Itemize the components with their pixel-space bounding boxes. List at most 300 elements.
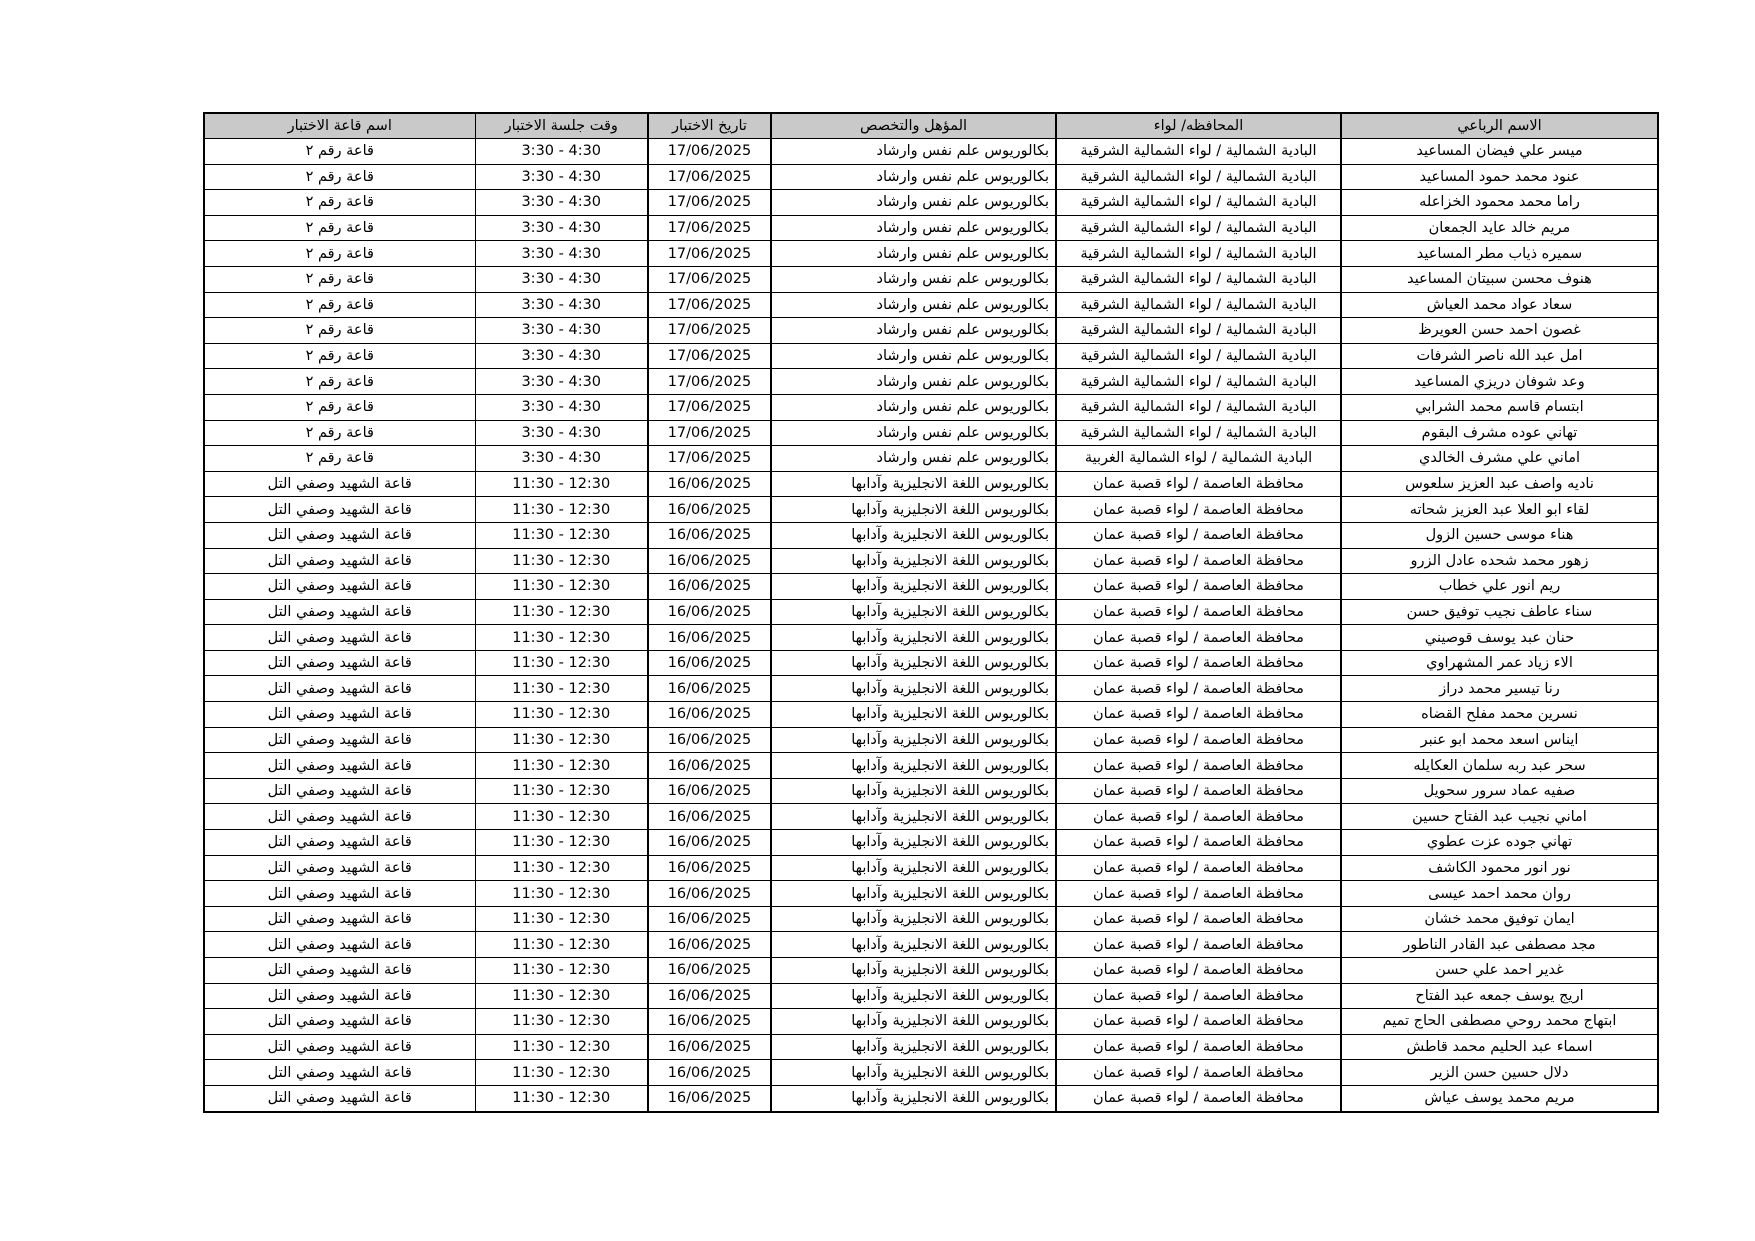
cell-time: [475, 625, 648, 651]
table-row: [204, 241, 1658, 267]
cell-time: [475, 1060, 648, 1086]
cell-qualification: بكالوريوس اللغة الانجليزية وآدابها: [771, 471, 1056, 497]
cell-hall: قاعة الشهيد وصفي التل: [204, 753, 475, 779]
cell-governorate: البادية الشمالية / لواء الشمالية الشرقية: [1056, 215, 1341, 241]
cell-date: 17/06/2025: [648, 420, 771, 446]
table-row: [204, 753, 1658, 779]
cell-qualification: بكالوريوس علم نفس وارشاد: [771, 394, 1056, 420]
cell-governorate: محافظة العاصمة / لواء قصبة عمان: [1056, 753, 1341, 779]
cell-hall: قاعة رقم ٢: [204, 164, 475, 190]
table-row: [204, 1009, 1658, 1035]
cell-time-text: 11:30 - 12:30: [512, 527, 611, 544]
table-body: [204, 139, 1658, 1112]
cell-date: 16/06/2025: [648, 574, 771, 600]
cell-date: 17/06/2025: [648, 394, 771, 420]
cell-governorate: محافظة العاصمة / لواء قصبة عمان: [1056, 1085, 1341, 1111]
cell-date: 16/06/2025: [648, 548, 771, 574]
cell-governorate: البادية الشمالية / لواء الشمالية الشرقية: [1056, 190, 1341, 216]
cell-qualification: بكالوريوس اللغة الانجليزية وآدابها: [771, 830, 1056, 856]
cell-date: 16/06/2025: [648, 753, 771, 779]
cell-time: [475, 1034, 648, 1060]
table-row: [204, 727, 1658, 753]
cell-hall: قاعة رقم ٢: [204, 292, 475, 318]
cell-qualification: بكالوريوس اللغة الانجليزية وآدابها: [771, 702, 1056, 728]
cell-governorate: البادية الشمالية / لواء الشمالية الشرقية: [1056, 241, 1341, 267]
cell-name: مريم محمد يوسف عياش: [1341, 1085, 1658, 1111]
cell-name: هنوف محسن سبيتان المساعيد: [1341, 266, 1658, 292]
cell-governorate: محافظة العاصمة / لواء قصبة عمان: [1056, 497, 1341, 523]
cell-date: 16/06/2025: [648, 906, 771, 932]
table-row: [204, 420, 1658, 446]
cell-governorate: محافظة العاصمة / لواء قصبة عمان: [1056, 958, 1341, 984]
cell-qualification: بكالوريوس اللغة الانجليزية وآدابها: [771, 497, 1056, 523]
cell-hall: قاعة الشهيد وصفي التل: [204, 1060, 475, 1086]
cell-name: رنا تيسير محمد دراز: [1341, 676, 1658, 702]
table-row: [204, 548, 1658, 574]
table-row: [204, 446, 1658, 472]
cell-hall: قاعة رقم ٢: [204, 446, 475, 472]
table-row: [204, 958, 1658, 984]
header-governorate: المحافظه/ لواء: [1056, 113, 1341, 139]
table-row: [204, 497, 1658, 523]
table-row: [204, 394, 1658, 420]
cell-time: [475, 548, 648, 574]
cell-date: 17/06/2025: [648, 215, 771, 241]
cell-time: [475, 420, 648, 446]
cell-qualification: بكالوريوس علم نفس وارشاد: [771, 292, 1056, 318]
cell-governorate: محافظة العاصمة / لواء قصبة عمان: [1056, 881, 1341, 907]
cell-name: سناء عاطف نجيب توفيق حسن: [1341, 599, 1658, 625]
cell-governorate: محافظة العاصمة / لواء قصبة عمان: [1056, 1060, 1341, 1086]
cell-time: [475, 778, 648, 804]
cell-time-text: 11:30 - 12:30: [512, 578, 611, 595]
cell-name: اماني علي مشرف الخالدي: [1341, 446, 1658, 472]
cell-qualification: بكالوريوس اللغة الانجليزية وآدابها: [771, 625, 1056, 651]
cell-hall: قاعة رقم ٢: [204, 139, 475, 165]
cell-governorate: البادية الشمالية / لواء الشمالية الغربية: [1056, 446, 1341, 472]
cell-name: سحر عبد ربه سلمان العكايله: [1341, 753, 1658, 779]
cell-time-text: 3:30 - 4:30: [521, 143, 602, 160]
cell-time-text: 11:30 - 12:30: [512, 962, 611, 979]
cell-qualification: بكالوريوس علم نفس وارشاد: [771, 343, 1056, 369]
cell-time-text: 3:30 - 4:30: [521, 194, 602, 211]
table-row: [204, 804, 1658, 830]
cell-time-text: 3:30 - 4:30: [521, 450, 602, 467]
cell-qualification: بكالوريوس علم نفس وارشاد: [771, 318, 1056, 344]
cell-governorate: محافظة العاصمة / لواء قصبة عمان: [1056, 676, 1341, 702]
cell-time-text: 3:30 - 4:30: [521, 399, 602, 416]
cell-time: [475, 1085, 648, 1111]
table-row: [204, 343, 1658, 369]
cell-time-text: 3:30 - 4:30: [521, 271, 602, 288]
cell-name: هناء موسى حسين الزول: [1341, 522, 1658, 548]
cell-name: روان محمد احمد عيسى: [1341, 881, 1658, 907]
table-row: [204, 522, 1658, 548]
cell-time-text: 11:30 - 12:30: [512, 859, 611, 876]
cell-qualification: بكالوريوس اللغة الانجليزية وآدابها: [771, 983, 1056, 1009]
cell-time: [475, 599, 648, 625]
cell-date: 16/06/2025: [648, 1060, 771, 1086]
cell-name: عنود محمد حمود المساعيد: [1341, 164, 1658, 190]
cell-hall: قاعة الشهيد وصفي التل: [204, 676, 475, 702]
cell-name: راما محمد محمود الخزاعله: [1341, 190, 1658, 216]
table-row: [204, 369, 1658, 395]
cell-date: 16/06/2025: [648, 497, 771, 523]
cell-name: وعد شوفان دريزي المساعيد: [1341, 369, 1658, 395]
cell-time: [475, 241, 648, 267]
cell-time: [475, 497, 648, 523]
table-row: [204, 650, 1658, 676]
cell-qualification: بكالوريوس اللغة الانجليزية وآدابها: [771, 522, 1056, 548]
cell-hall: قاعة رقم ٢: [204, 343, 475, 369]
cell-hall: قاعة الشهيد وصفي التل: [204, 881, 475, 907]
cell-time: [475, 753, 648, 779]
cell-time: [475, 830, 648, 856]
cell-hall: قاعة رقم ٢: [204, 318, 475, 344]
cell-hall: قاعة رقم ٢: [204, 420, 475, 446]
cell-date: 16/06/2025: [648, 471, 771, 497]
cell-name: اماني نجيب عبد الفتاح حسين: [1341, 804, 1658, 830]
cell-hall: قاعة الشهيد وصفي التل: [204, 804, 475, 830]
cell-name: لقاء ابو العلا عبد العزيز شحاته: [1341, 497, 1658, 523]
cell-name: ايناس اسعد محمد ابو عنبر: [1341, 727, 1658, 753]
cell-qualification: بكالوريوس اللغة الانجليزية وآدابها: [771, 1060, 1056, 1086]
cell-name: صفيه عماد سرور سحويل: [1341, 778, 1658, 804]
cell-hall: قاعة الشهيد وصفي التل: [204, 958, 475, 984]
cell-time: [475, 702, 648, 728]
cell-date: 16/06/2025: [648, 1009, 771, 1035]
cell-date: 17/06/2025: [648, 343, 771, 369]
cell-governorate: محافظة العاصمة / لواء قصبة عمان: [1056, 574, 1341, 600]
cell-time-text: 11:30 - 12:30: [512, 783, 611, 800]
cell-qualification: بكالوريوس علم نفس وارشاد: [771, 164, 1056, 190]
cell-time-text: 3:30 - 4:30: [521, 168, 602, 185]
cell-time: [475, 266, 648, 292]
header-date: تاريخ الاختبار: [648, 113, 771, 139]
table-row: [204, 215, 1658, 241]
cell-governorate: البادية الشمالية / لواء الشمالية الشرقية: [1056, 420, 1341, 446]
cell-time: [475, 958, 648, 984]
cell-governorate: محافظة العاصمة / لواء قصبة عمان: [1056, 778, 1341, 804]
cell-governorate: محافظة العاصمة / لواء قصبة عمان: [1056, 830, 1341, 856]
cell-name: ريم انور علي خطاب: [1341, 574, 1658, 600]
cell-qualification: بكالوريوس اللغة الانجليزية وآدابها: [771, 804, 1056, 830]
cell-time-text: 11:30 - 12:30: [512, 757, 611, 774]
table-row: [204, 471, 1658, 497]
table-row: [204, 778, 1658, 804]
cell-time-text: 11:30 - 12:30: [512, 706, 611, 723]
table-row: [204, 702, 1658, 728]
table-row: [204, 625, 1658, 651]
cell-time-text: 11:30 - 12:30: [512, 680, 611, 697]
cell-time-text: 11:30 - 12:30: [512, 629, 611, 646]
cell-date: 17/06/2025: [648, 266, 771, 292]
cell-time: [475, 164, 648, 190]
cell-qualification: بكالوريوس اللغة الانجليزية وآدابها: [771, 1085, 1056, 1111]
cell-time-text: 11:30 - 12:30: [512, 834, 611, 851]
cell-time-text: 3:30 - 4:30: [521, 373, 602, 390]
cell-hall: قاعة رقم ٢: [204, 215, 475, 241]
cell-time-text: 3:30 - 4:30: [521, 322, 602, 339]
cell-qualification: بكالوريوس علم نفس وارشاد: [771, 266, 1056, 292]
cell-hall: قاعة رقم ٢: [204, 369, 475, 395]
cell-time-text: 11:30 - 12:30: [512, 885, 611, 902]
cell-date: 16/06/2025: [648, 932, 771, 958]
cell-hall: قاعة الشهيد وصفي التل: [204, 855, 475, 881]
cell-governorate: محافظة العاصمة / لواء قصبة عمان: [1056, 702, 1341, 728]
cell-qualification: بكالوريوس اللغة الانجليزية وآدابها: [771, 599, 1056, 625]
cell-qualification: بكالوريوس اللغة الانجليزية وآدابها: [771, 548, 1056, 574]
cell-qualification: بكالوريوس اللغة الانجليزية وآدابها: [771, 958, 1056, 984]
cell-date: 16/06/2025: [648, 958, 771, 984]
cell-governorate: محافظة العاصمة / لواء قصبة عمان: [1056, 650, 1341, 676]
cell-date: 16/06/2025: [648, 1034, 771, 1060]
cell-governorate: البادية الشمالية / لواء الشمالية الشرقية: [1056, 318, 1341, 344]
cell-name: ميسر علي فيضان المساعيد: [1341, 139, 1658, 165]
cell-name: حنان عبد يوسف قوصيني: [1341, 625, 1658, 651]
cell-date: 16/06/2025: [648, 855, 771, 881]
cell-governorate: محافظة العاصمة / لواء قصبة عمان: [1056, 727, 1341, 753]
table-row: [204, 830, 1658, 856]
table-row: [204, 599, 1658, 625]
cell-qualification: بكالوريوس اللغة الانجليزية وآدابها: [771, 650, 1056, 676]
cell-qualification: بكالوريوس اللغة الانجليزية وآدابها: [771, 778, 1056, 804]
cell-date: 16/06/2025: [648, 702, 771, 728]
cell-date: 17/06/2025: [648, 318, 771, 344]
cell-qualification: بكالوريوس علم نفس وارشاد: [771, 241, 1056, 267]
cell-hall: قاعة الشهيد وصفي التل: [204, 932, 475, 958]
table-row: [204, 190, 1658, 216]
header-hall: اسم قاعة الاختبار: [204, 113, 475, 139]
cell-qualification: بكالوريوس علم نفس وارشاد: [771, 139, 1056, 165]
cell-hall: قاعة الشهيد وصفي التل: [204, 625, 475, 651]
header-time: وقت جلسة الاختبار: [475, 113, 648, 139]
table-row: [204, 292, 1658, 318]
cell-governorate: محافظة العاصمة / لواء قصبة عمان: [1056, 522, 1341, 548]
cell-time: [475, 727, 648, 753]
header-name: الاسم الرباعي: [1341, 113, 1658, 139]
cell-hall: قاعة الشهيد وصفي التل: [204, 1034, 475, 1060]
cell-qualification: بكالوريوس اللغة الانجليزية وآدابها: [771, 676, 1056, 702]
table-row: [204, 906, 1658, 932]
table-row: [204, 139, 1658, 165]
cell-name: مريم خالد عايد الجمعان: [1341, 215, 1658, 241]
cell-qualification: بكالوريوس علم نفس وارشاد: [771, 369, 1056, 395]
cell-time: [475, 574, 648, 600]
cell-time-text: 3:30 - 4:30: [521, 245, 602, 262]
cell-date: 16/06/2025: [648, 625, 771, 651]
table-row: [204, 164, 1658, 190]
cell-name: سعاد عواد محمد العياش: [1341, 292, 1658, 318]
cell-name: تهاني عوده مشرف البقوم: [1341, 420, 1658, 446]
cell-date: 16/06/2025: [648, 522, 771, 548]
cell-qualification: بكالوريوس اللغة الانجليزية وآدابها: [771, 932, 1056, 958]
cell-hall: قاعة الشهيد وصفي التل: [204, 650, 475, 676]
cell-governorate: البادية الشمالية / لواء الشمالية الشرقية: [1056, 266, 1341, 292]
cell-time-text: 11:30 - 12:30: [512, 603, 611, 620]
cell-qualification: بكالوريوس اللغة الانجليزية وآدابها: [771, 906, 1056, 932]
cell-time: [475, 471, 648, 497]
cell-date: 17/06/2025: [648, 446, 771, 472]
cell-name: دلال حسين حسن الزير: [1341, 1060, 1658, 1086]
header-qualification: المؤهل والتخصص: [771, 113, 1056, 139]
cell-time-text: 3:30 - 4:30: [521, 220, 602, 237]
cell-date: 16/06/2025: [648, 804, 771, 830]
cell-date: 16/06/2025: [648, 599, 771, 625]
cell-date: 17/06/2025: [648, 241, 771, 267]
cell-time-text: 11:30 - 12:30: [512, 476, 611, 493]
table-row: [204, 881, 1658, 907]
cell-governorate: محافظة العاصمة / لواء قصبة عمان: [1056, 804, 1341, 830]
cell-time-text: 11:30 - 12:30: [512, 987, 611, 1004]
cell-date: 16/06/2025: [648, 983, 771, 1009]
cell-governorate: البادية الشمالية / لواء الشمالية الشرقية: [1056, 292, 1341, 318]
cell-governorate: محافظة العاصمة / لواء قصبة عمان: [1056, 932, 1341, 958]
cell-governorate: محافظة العاصمة / لواء قصبة عمان: [1056, 1009, 1341, 1035]
cell-hall: قاعة الشهيد وصفي التل: [204, 727, 475, 753]
table-row: [204, 266, 1658, 292]
cell-name: ابتهاج محمد روحي مصطفى الحاج تميم: [1341, 1009, 1658, 1035]
cell-hall: قاعة الشهيد وصفي التل: [204, 548, 475, 574]
cell-time: [475, 446, 648, 472]
cell-hall: قاعة الشهيد وصفي التل: [204, 497, 475, 523]
cell-time: [475, 369, 648, 395]
cell-time: [475, 292, 648, 318]
cell-hall: قاعة الشهيد وصفي التل: [204, 702, 475, 728]
table-row: [204, 318, 1658, 344]
cell-time-text: 11:30 - 12:30: [512, 1090, 611, 1107]
cell-qualification: بكالوريوس اللغة الانجليزية وآدابها: [771, 881, 1056, 907]
cell-name: تهاني جوده عزت عطوي: [1341, 830, 1658, 856]
cell-time-text: 11:30 - 12:30: [512, 552, 611, 569]
cell-time-text: 11:30 - 12:30: [512, 936, 611, 953]
cell-name: سميره ذياب مطر المساعيد: [1341, 241, 1658, 267]
cell-date: 17/06/2025: [648, 292, 771, 318]
cell-governorate: البادية الشمالية / لواء الشمالية الشرقية: [1056, 164, 1341, 190]
table-row: [204, 1060, 1658, 1086]
cell-name: مجد مصطفى عبد القادر الناطور: [1341, 932, 1658, 958]
cell-date: 16/06/2025: [648, 650, 771, 676]
cell-qualification: بكالوريوس اللغة الانجليزية وآدابها: [771, 753, 1056, 779]
cell-hall: قاعة رقم ٢: [204, 241, 475, 267]
table-row: [204, 574, 1658, 600]
cell-date: 17/06/2025: [648, 164, 771, 190]
cell-time: [475, 139, 648, 165]
table-row: [204, 1085, 1658, 1111]
cell-time: [475, 881, 648, 907]
cell-hall: قاعة الشهيد وصفي التل: [204, 599, 475, 625]
cell-hall: قاعة الشهيد وصفي التل: [204, 983, 475, 1009]
table-row: [204, 932, 1658, 958]
table-row: [204, 855, 1658, 881]
cell-governorate: محافظة العاصمة / لواء قصبة عمان: [1056, 1034, 1341, 1060]
cell-governorate: محافظة العاصمة / لواء قصبة عمان: [1056, 599, 1341, 625]
cell-time: [475, 804, 648, 830]
cell-governorate: محافظة العاصمة / لواء قصبة عمان: [1056, 548, 1341, 574]
cell-time-text: 11:30 - 12:30: [512, 808, 611, 825]
table-row: [204, 1034, 1658, 1060]
cell-date: 16/06/2025: [648, 881, 771, 907]
cell-date: 16/06/2025: [648, 1085, 771, 1111]
cell-time: [475, 855, 648, 881]
table-row: [204, 676, 1658, 702]
cell-qualification: بكالوريوس علم نفس وارشاد: [771, 420, 1056, 446]
cell-hall: قاعة الشهيد وصفي التل: [204, 471, 475, 497]
cell-time-text: 3:30 - 4:30: [521, 424, 602, 441]
cell-time-text: 3:30 - 4:30: [521, 296, 602, 313]
cell-qualification: بكالوريوس علم نفس وارشاد: [771, 215, 1056, 241]
cell-time: [475, 343, 648, 369]
cell-name: امل عبد الله ناصر الشرفات: [1341, 343, 1658, 369]
cell-time-text: 11:30 - 12:30: [512, 1039, 611, 1056]
cell-date: 16/06/2025: [648, 676, 771, 702]
cell-time: [475, 394, 648, 420]
cell-hall: قاعة الشهيد وصفي التل: [204, 830, 475, 856]
cell-time-text: 11:30 - 12:30: [512, 1064, 611, 1081]
cell-date: 17/06/2025: [648, 369, 771, 395]
cell-hall: قاعة الشهيد وصفي التل: [204, 1009, 475, 1035]
cell-time: [475, 650, 648, 676]
cell-name: نسرين محمد مفلح القضاه: [1341, 702, 1658, 728]
cell-date: 16/06/2025: [648, 830, 771, 856]
cell-name: نور انور محمود الكاشف: [1341, 855, 1658, 881]
cell-time-text: 11:30 - 12:30: [512, 1013, 611, 1030]
cell-governorate: محافظة العاصمة / لواء قصبة عمان: [1056, 983, 1341, 1009]
cell-time: [475, 318, 648, 344]
cell-qualification: بكالوريوس اللغة الانجليزية وآدابها: [771, 855, 1056, 881]
cell-qualification: بكالوريوس علم نفس وارشاد: [771, 446, 1056, 472]
cell-hall: قاعة الشهيد وصفي التل: [204, 574, 475, 600]
cell-hall: قاعة الشهيد وصفي التل: [204, 778, 475, 804]
cell-time: [475, 932, 648, 958]
cell-time: [475, 215, 648, 241]
cell-time: [475, 983, 648, 1009]
cell-hall: قاعة الشهيد وصفي التل: [204, 906, 475, 932]
cell-governorate: محافظة العاصمة / لواء قصبة عمان: [1056, 625, 1341, 651]
cell-governorate: البادية الشمالية / لواء الشمالية الشرقية: [1056, 139, 1341, 165]
cell-hall: قاعة رقم ٢: [204, 394, 475, 420]
cell-date: 16/06/2025: [648, 727, 771, 753]
cell-governorate: محافظة العاصمة / لواء قصبة عمان: [1056, 906, 1341, 932]
exam-schedule-sheet: [203, 112, 1657, 1113]
cell-time-text: 3:30 - 4:30: [521, 348, 602, 365]
exam-schedule-table: [203, 112, 1659, 1113]
cell-name: زهور محمد شحده عادل الزرو: [1341, 548, 1658, 574]
cell-governorate: البادية الشمالية / لواء الشمالية الشرقية: [1056, 343, 1341, 369]
cell-governorate: محافظة العاصمة / لواء قصبة عمان: [1056, 855, 1341, 881]
cell-name: الاء زياد عمر المشهراوي: [1341, 650, 1658, 676]
cell-hall: قاعة رقم ٢: [204, 190, 475, 216]
cell-qualification: بكالوريوس اللغة الانجليزية وآدابها: [771, 574, 1056, 600]
cell-qualification: بكالوريوس اللغة الانجليزية وآدابها: [771, 1034, 1056, 1060]
cell-hall: قاعة رقم ٢: [204, 266, 475, 292]
cell-name: غدير احمد علي حسن: [1341, 958, 1658, 984]
cell-time: [475, 522, 648, 548]
cell-name: اسماء عبد الحليم محمد قاطش: [1341, 1034, 1658, 1060]
cell-time-text: 11:30 - 12:30: [512, 731, 611, 748]
cell-time: [475, 676, 648, 702]
cell-name: ناديه واصف عبد العزيز سلعوس: [1341, 471, 1658, 497]
cell-name: ابتسام قاسم محمد الشرابي: [1341, 394, 1658, 420]
cell-hall: قاعة الشهيد وصفي التل: [204, 522, 475, 548]
cell-time: [475, 190, 648, 216]
cell-time-text: 11:30 - 12:30: [512, 501, 611, 518]
cell-date: 17/06/2025: [648, 190, 771, 216]
cell-qualification: بكالوريوس اللغة الانجليزية وآدابها: [771, 1009, 1056, 1035]
cell-qualification: بكالوريوس علم نفس وارشاد: [771, 190, 1056, 216]
cell-time-text: 11:30 - 12:30: [512, 911, 611, 928]
cell-name: اريج يوسف جمعه عبد الفتاح: [1341, 983, 1658, 1009]
